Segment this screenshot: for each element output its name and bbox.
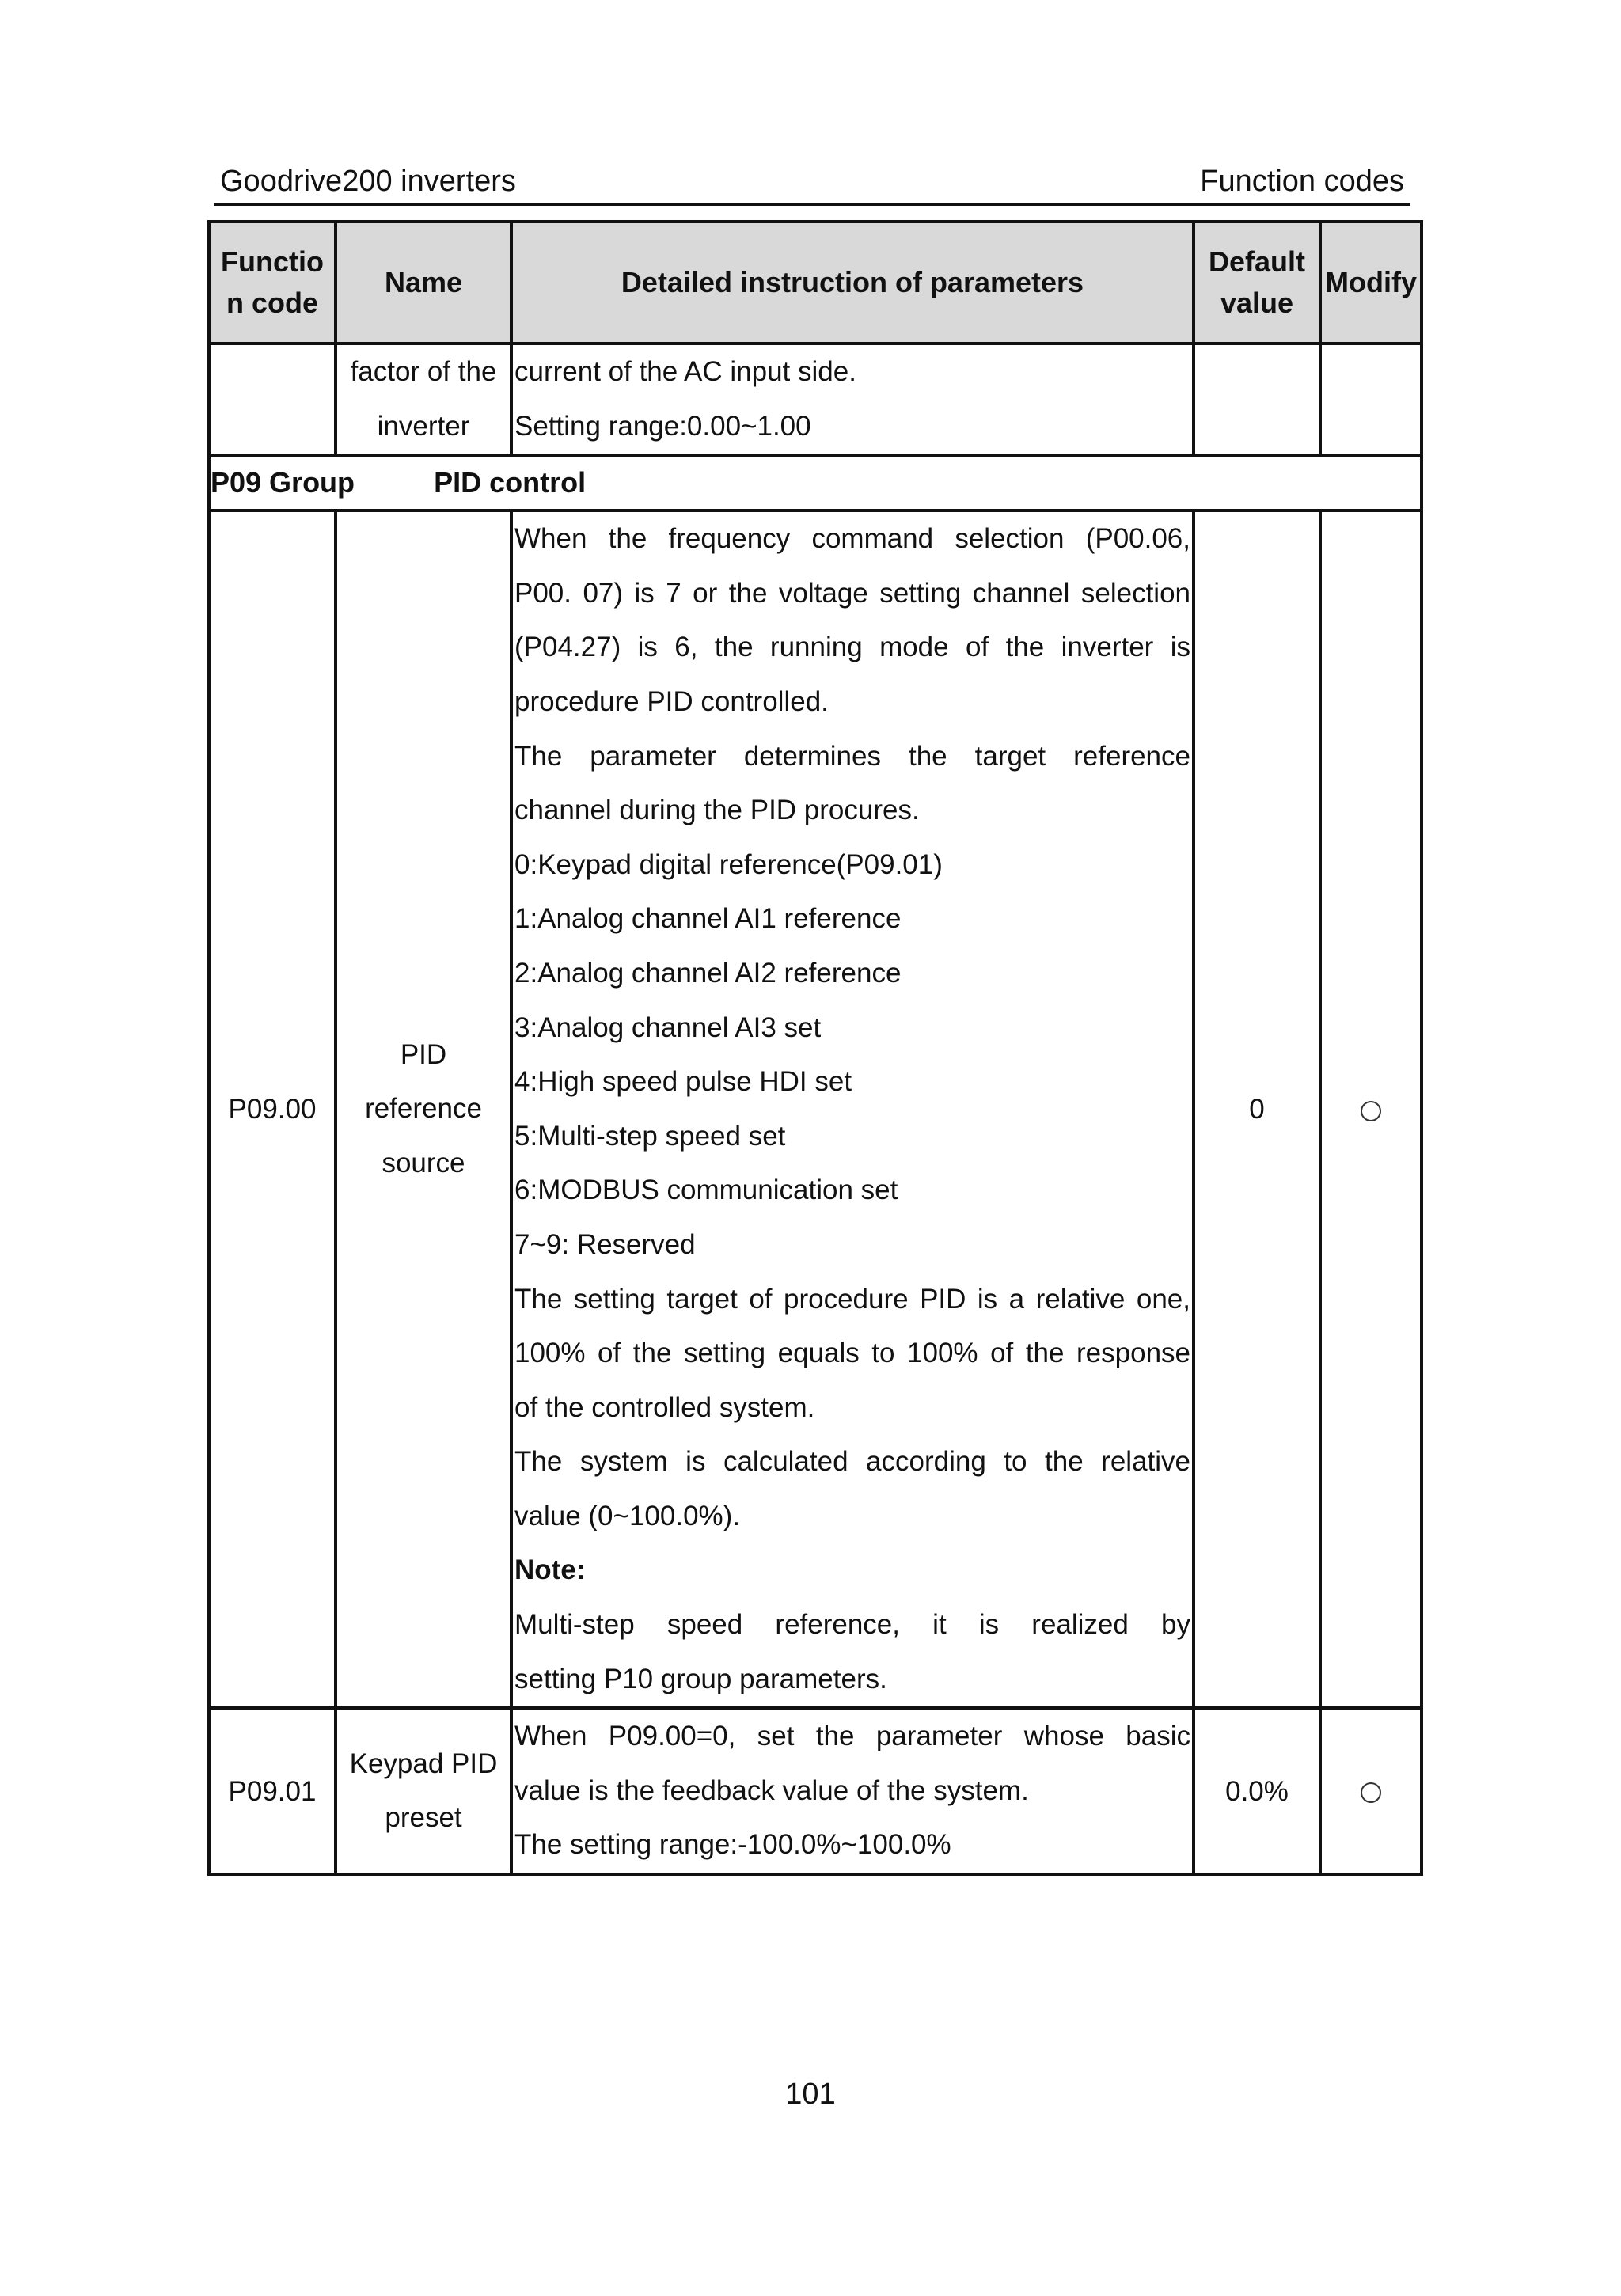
cell-modify (1320, 1708, 1422, 1874)
column-header-name: Name (336, 222, 511, 343)
modify-anytime-icon (1361, 1101, 1381, 1121)
group-title: PID control (434, 466, 587, 499)
cell-modify (1320, 510, 1422, 1708)
cell-default: 0 (1194, 510, 1320, 1708)
group-row (209, 455, 1422, 510)
cell-default: 0.0% (1194, 1708, 1320, 1874)
cell-default (1194, 343, 1320, 455)
table-row-p09-01 (209, 1708, 1422, 1874)
header-rule (214, 203, 1410, 206)
cell-modify (1320, 343, 1422, 455)
cell-description: current of the AC input side. Setting range:0.00~1.00 (511, 343, 1194, 455)
note-label: Note: (514, 1554, 586, 1586)
group-heading (209, 455, 1422, 510)
modify-anytime-icon (1361, 1782, 1381, 1803)
cell-name: Keypad PID preset (336, 1708, 511, 1874)
cell-code: P09.01 (209, 1708, 336, 1874)
cell-description: When the frequency command selection (P00.06, P00. 07) is 7 or the voltage setting channel selection (P04.27) is 6, the running mode of the inverter is procedure PID controlled. The parameter determines the target reference channel during the PID procures. 0:Keypad digital reference(P09.01) 1:Analog channel AI1 reference 2:Analog channel AI2 reference 3:Analog channel AI3 set 4:High speed pulse HDI set 5:Multi-step speed set 6:MODBUS communication set 7~9: Reserved The setting target of procedure PID is a relative one, 100% of the setting equals to 100% of the response of the controlled system. The system is calculated according to the relative value (0~100.0%). Note: Multi-step speed reference, it is realized by setting P10 group parameters. (511, 510, 1194, 1708)
cell-description: When P09.00=0, set the parameter whose basic value is the feedback value of the system. The setting range:-100.0%~100.0% (511, 1708, 1194, 1874)
table-row-p09-00 (209, 510, 1422, 1708)
table-row-continued (209, 343, 1422, 455)
column-header-modify: Modify (1320, 222, 1422, 343)
column-header-default: Default value (1194, 222, 1320, 343)
manual-title: Goodrive200 inverters (220, 165, 516, 198)
cell-name: PID reference source (336, 510, 511, 1708)
table-header-row (209, 222, 1422, 343)
cell-name: factor of the inverter (336, 343, 511, 455)
page-header (207, 158, 1417, 204)
column-header-description: Detailed instruction of parameters (511, 222, 1194, 343)
section-title: Function codes (1200, 165, 1404, 198)
parameter-table (207, 220, 1423, 1876)
column-header-code: Functio n code (209, 222, 336, 343)
cell-code (209, 343, 336, 455)
group-code: P09 Group (211, 466, 355, 499)
cell-code: P09.00 (209, 510, 336, 1708)
page-number: 101 (785, 2078, 836, 2111)
